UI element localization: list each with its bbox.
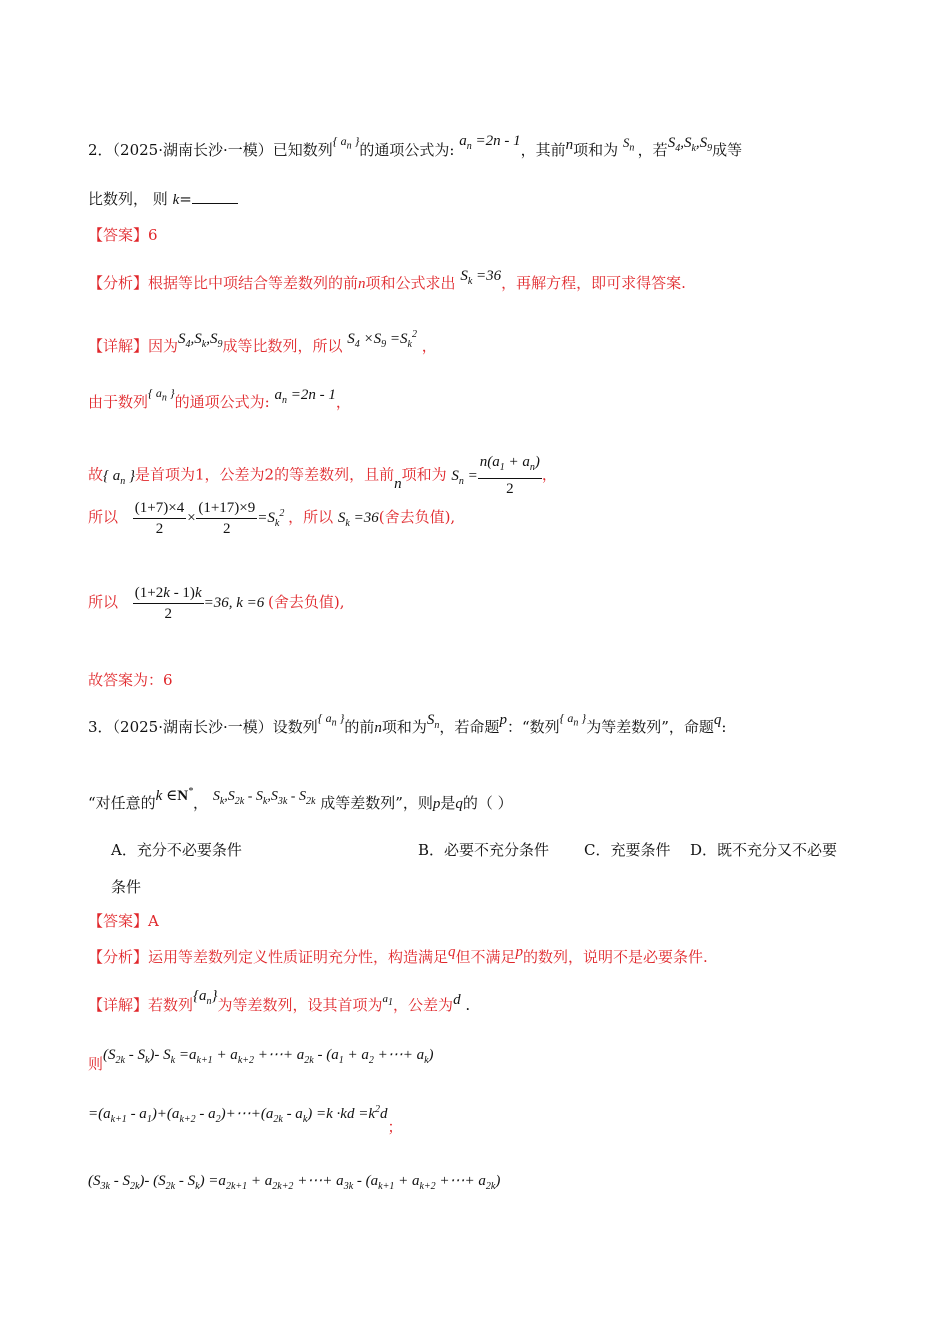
q3-detail-line1: 【详解】若数列$\{a_n\}$为等差数列，设其首项为$^{a_1}$，公差为d . (88, 988, 471, 1014)
q2-detail-line5: 所以 $\frac{(1+2k - 1)k}{2}$ =36, k =6 (舍去负值), (88, 585, 345, 622)
option-b[interactable]: B．必要不充分条件 (418, 841, 550, 859)
q3-analysis: 【分析】运用等差数列定义性质证明充分性，构造满足q但不满足p的数列，说明不是必要条件. (88, 944, 708, 966)
q3-stem-line2: “对任意的k ∈N*， $S_k,S_{2k} - S_k,S_{3k} - S_{2k}$ 成等差数列”，则p是q的（ ） (88, 786, 513, 812)
q3-equation-3: $(S_{3k} - S_{2k})-$ $(S_{2k} - S_k) =a_{2k+1} + a_{2k+2}$ +⋯+ $a_{3k} - (a_{k+1} + a_{k+2}$ +⋯+ $a_{2k}$) (88, 1173, 501, 1192)
q3-equation-1: 则$(S_{2k} - S_k)-$ $S_k =a_{k+1} + a_{k+2}$ +⋯+ $a_{2k} - (a_1 + a_2$ +⋯+ $a_k$) (88, 1047, 434, 1073)
option-c[interactable]: C．充要条件 (584, 841, 671, 859)
option-a[interactable]: A．充分不必要条件 (111, 841, 242, 859)
answer-blank (192, 189, 238, 204)
q2-detail-line3: 故{ $a_n$ }是首项为1，公差为2的等差数列，且前n项和为 $S_n$ = $\frac{n(a_1 + a_n)}{2}$ ， (88, 454, 557, 497)
q3-answer: 【答案】A (88, 912, 159, 930)
q2-detail-line1: 【详解】因为$S_4,S_k,S_9$成等比数列，所以 $S_4 \times S_9 =S_k^2$ ， (88, 329, 437, 355)
q3-equation-2: $=(a_{k+1} - a_1)+(a_{k+2}$ - $a_2)+\cdots+(a_{2k} - a_k) =k \cdot kd =k^2d$； (88, 1104, 403, 1136)
q2-answer: 【答案】6 (88, 226, 158, 244)
option-d[interactable]: D．既不充分又不必要 (690, 841, 838, 859)
option-d-continued: 条件 (111, 878, 142, 896)
q2-stem-line2: 比数列， 则 k= (88, 189, 238, 210)
q2-final: 故答案为：6 (88, 671, 173, 689)
q3-stem-line1: 3．（2025·湖南长沙·一模）设数列$^{\{ a_n \}}$的前n项和为$S_n$，若命题p：“数列$^{\{ a_n \}}$为等差数列”，命题q: (88, 711, 727, 736)
q2-detail-line2: 由于数列$^{\{ a_n \}}$的通项公式为: $a_n =2n - 1$， (88, 386, 351, 411)
q2-detail-line4: 所以 $\frac{(1+7)\times 4}{2}$ × $\frac{(1+17)\times 9}{2}$ $=S_k^2$ ，所以 $S_k =36$(舍去负值), (88, 500, 456, 537)
q2-analysis: 【分析】根据等比中项结合等差数列的前n项和公式求出 $S_k =36$，再解方程，即可求得答案. (88, 268, 686, 292)
q2-stem-line1: 2．（2025·湖南长沙·一模）已知数列$^{\{ a_n \}}$的通项公式为: $a_n =2n - 1$，其前n项和为 $S_n$ ，若$S_4,S_k,S_9$成等 (88, 133, 743, 159)
